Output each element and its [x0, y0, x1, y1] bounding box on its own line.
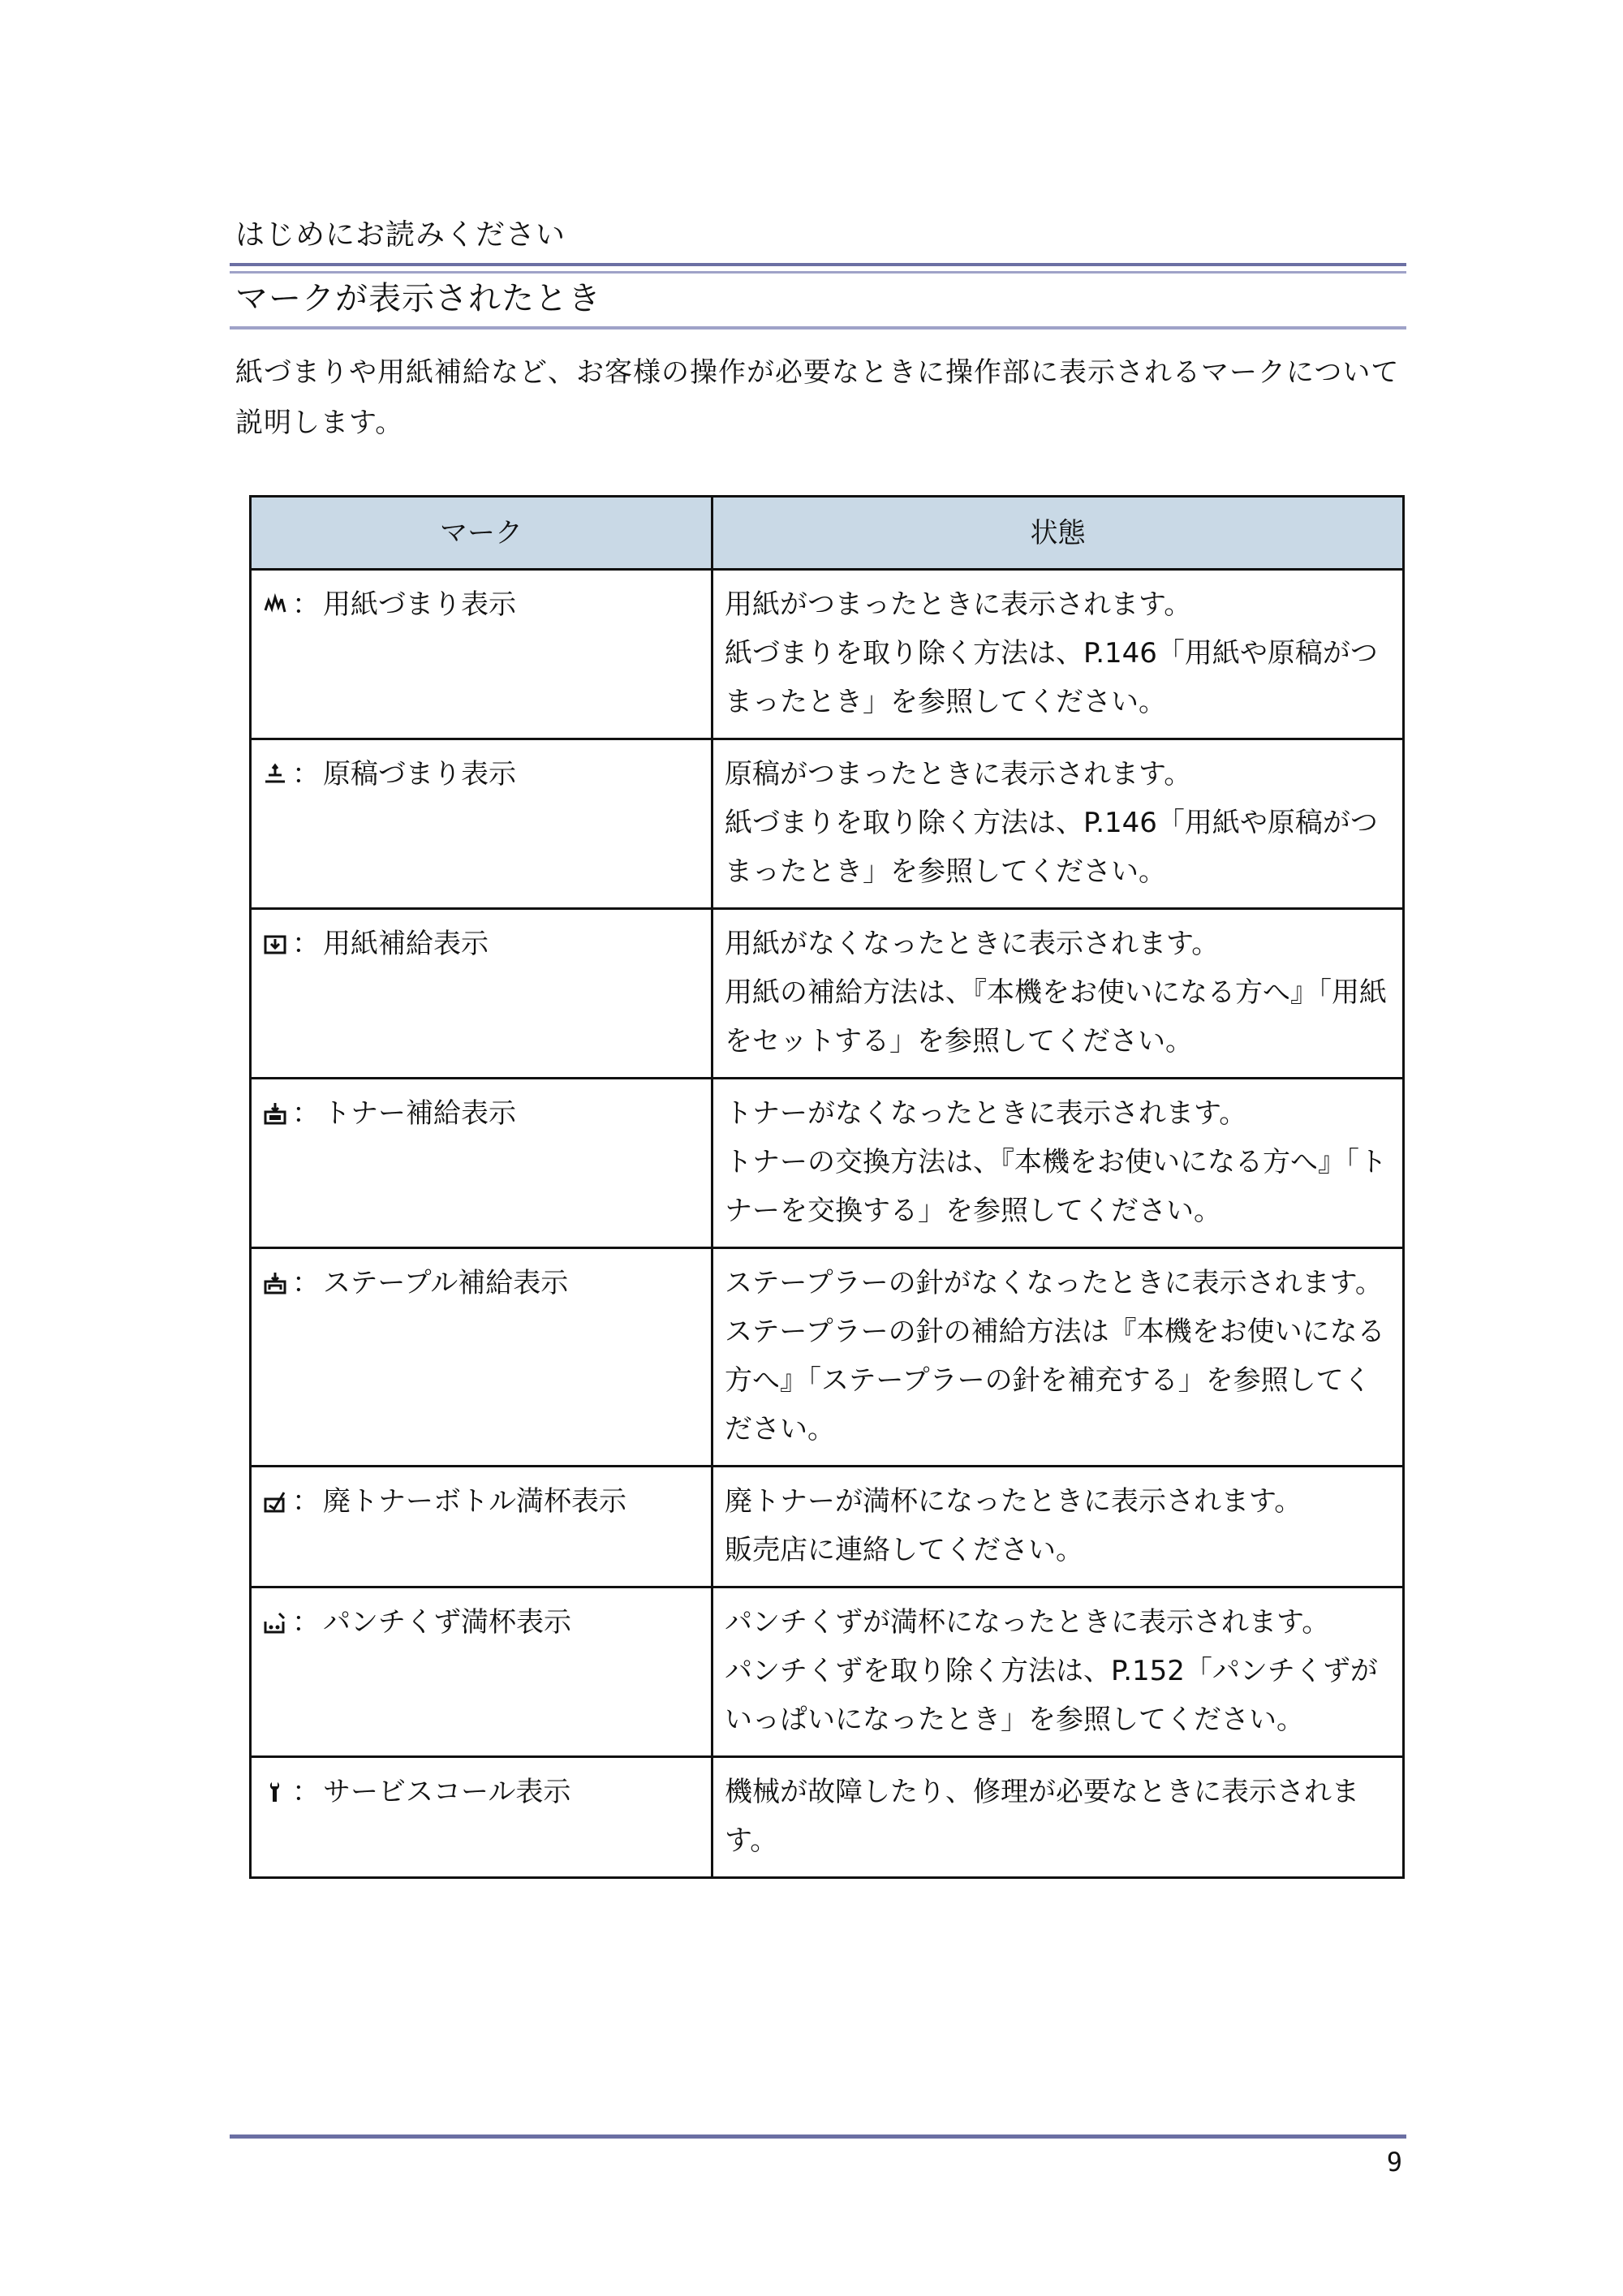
status-cell [712, 1467, 1404, 1587]
status-text: 用紙の補給方法は、『本機をお使いになる方へ』「用紙をセットする」を参照してください。 [725, 976, 1387, 1058]
table-row [251, 909, 1404, 1079]
mark-cell [251, 1467, 712, 1587]
table-body [251, 570, 1404, 1878]
status-text: トナーの交換方法は、『本機をお使いになる方へ』「トナーを交換する」を参照してください。 [725, 1146, 1387, 1227]
status-cell [712, 1757, 1404, 1878]
table-row [251, 1587, 1404, 1757]
status-text: 原稿がつまったときに表示されます。 [725, 758, 1192, 790]
status-text: トナーがなくなったときに表示されます。 [725, 1097, 1247, 1130]
mark-cell [251, 909, 712, 1079]
mark-separator: ： [292, 1776, 320, 1808]
load-paper-icon [263, 932, 287, 956]
service-call-icon [263, 1780, 287, 1804]
chapter-title: はじめにお読みください [235, 218, 566, 252]
table-row [251, 1757, 1404, 1878]
mark-separator: ： [292, 1606, 320, 1639]
mark-cell [251, 570, 712, 739]
mark-separator: ： [292, 758, 320, 790]
status-text: 廃トナーが満杯になったときに表示されます。 [725, 1485, 1302, 1518]
header-double-rule [230, 263, 1406, 274]
mark-separator: ： [292, 588, 320, 621]
table-row [251, 570, 1404, 739]
mark-cell [251, 739, 712, 909]
status-text: 紙づまりを取り除く方法は、P.146「用紙や原稿がつまったとき」を参照してください。 [725, 637, 1378, 718]
mark-label: 廃トナーボトル満杯表示 [323, 1485, 626, 1518]
table-row [251, 739, 1404, 909]
mark-label: サービスコール表示 [323, 1776, 571, 1808]
status-cell [712, 739, 1404, 909]
status-cell [712, 570, 1404, 739]
mark-label: パンチくず満杯表示 [323, 1606, 571, 1639]
mark-label: 用紙補給表示 [323, 928, 489, 960]
mark-separator: ： [292, 928, 320, 960]
mark-cell [251, 1587, 712, 1757]
intro-paragraph: 紙づまりや用紙補給など、お客様の操作が必要なときに操作部に表示されるマークについて説明します。 [235, 356, 1400, 439]
header-status: 状態 [712, 497, 1404, 570]
mark-label: ステープル補給表示 [323, 1267, 569, 1299]
marks-table [249, 495, 1405, 1879]
punch-waste-full-icon [263, 1610, 287, 1635]
table-row [251, 1079, 1404, 1248]
status-text: 販売店に連絡してください。 [725, 1534, 1083, 1566]
status-cell [712, 1587, 1404, 1757]
mark-label: 用紙づまり表示 [323, 588, 516, 621]
status-cell [712, 909, 1404, 1079]
mark-cell [251, 1248, 712, 1467]
status-text: 用紙がなくなったときに表示されます。 [725, 928, 1220, 960]
mark-separator: ： [292, 1097, 320, 1130]
status-text: パンチくずが満杯になったときに表示されます。 [725, 1606, 1330, 1639]
mark-separator: ： [292, 1485, 320, 1518]
footer-rule [230, 2134, 1406, 2139]
status-text: 機械が故障したり、修理が必要なときに表示されます。 [725, 1776, 1359, 1857]
waste-toner-full-icon [263, 1489, 287, 1514]
header-mark: マーク [251, 497, 712, 570]
mark-cell [251, 1757, 712, 1878]
status-cell [712, 1248, 1404, 1467]
status-text: 紙づまりを取り除く方法は、P.146「用紙や原稿がつまったとき」を参照してください。 [725, 807, 1378, 888]
section-rule [230, 326, 1406, 330]
status-text: ステープラーの針がなくなったときに表示されます。 [725, 1267, 1383, 1299]
table-row [251, 1467, 1404, 1587]
status-text: パンチくずを取り除く方法は、P.152「パンチくずがいっぱいになったとき」を参照してください。 [725, 1655, 1378, 1736]
status-text: ステープラーの針の補給方法は『本機をお使いになる方へ』「ステープラーの針を補充する」を参照してください。 [725, 1316, 1385, 1445]
mark-cell [251, 1079, 712, 1248]
status-text: 用紙がつまったときに表示されます。 [725, 588, 1192, 621]
paper-jam-icon [263, 592, 287, 617]
original-jam-icon [263, 762, 287, 786]
section-title: マークが表示されたとき [235, 280, 601, 317]
add-staples-icon [263, 1271, 287, 1295]
table-header-row [251, 497, 1404, 570]
status-cell [712, 1079, 1404, 1248]
mark-label: 原稿づまり表示 [323, 758, 516, 790]
mark-separator: ： [292, 1267, 320, 1299]
table-row [251, 1248, 1404, 1467]
add-toner-icon [263, 1101, 287, 1126]
page-number: 9 [1386, 2147, 1402, 2178]
mark-label: トナー補給表示 [323, 1097, 516, 1130]
